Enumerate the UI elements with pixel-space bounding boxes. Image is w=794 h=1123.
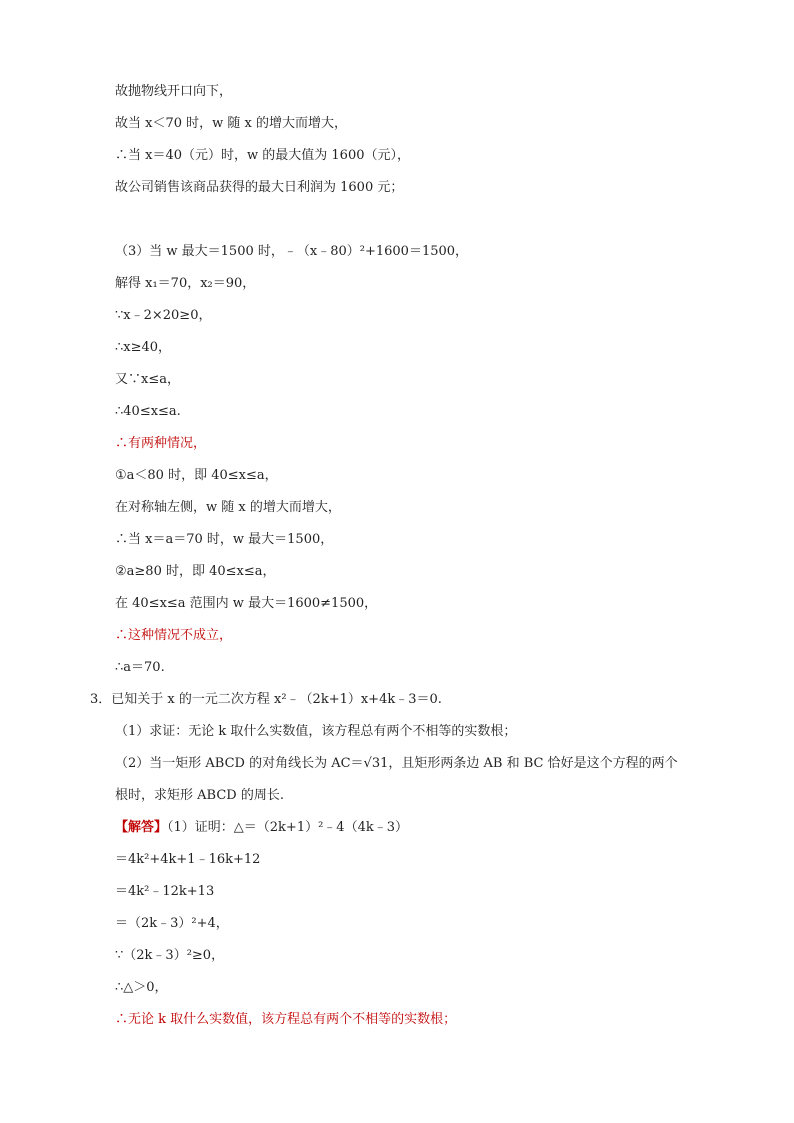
text-line-content: ∴a＝70. xyxy=(115,660,165,675)
text-line xyxy=(115,436,206,452)
text-line-content: 在 40≤x≤a 范围内 w 最大＝1600≠1500， xyxy=(115,596,378,611)
text-line xyxy=(115,756,678,772)
text-line-content: ∵x﹣2×20≥0， xyxy=(115,308,212,323)
text-line xyxy=(115,180,403,196)
text-line-content: ①a＜80 时，即 40≤x≤a， xyxy=(115,468,278,483)
text-line-content: ∴当 x＝a＝70 时，w 最大＝1500， xyxy=(115,532,334,547)
text-line-content: ∴当 x＝40（元）时，w 的最大值为 1600（元）， xyxy=(115,148,410,163)
text-line xyxy=(90,692,442,708)
text-line xyxy=(115,564,276,580)
text-line xyxy=(115,404,181,420)
solution-label: 【解答】 xyxy=(115,820,168,835)
text-line xyxy=(115,276,255,292)
text-line xyxy=(115,500,341,516)
text-line-content: 在对称轴左侧，w 随 x 的增大而增大， xyxy=(115,500,341,515)
text-line xyxy=(115,116,347,132)
text-line-content: 根时，求矩形 ABCD 的周长. xyxy=(115,788,284,803)
text-line xyxy=(115,788,284,804)
text-line-content: ②a≥80 时，即 40≤x≤a， xyxy=(115,564,276,579)
text-line xyxy=(115,1012,456,1028)
text-line-content: ∴x≥40， xyxy=(115,340,172,355)
text-line xyxy=(115,468,278,484)
text-line-content: （2）当一矩形 ABCD 的对角线长为 AC＝√31，且矩形两条边 AB 和 BC 恰好是这个方程的两个 xyxy=(115,756,678,771)
text-line xyxy=(115,532,333,548)
text-line-content: ＝（2k﹣3）²+4， xyxy=(115,916,229,931)
text-line-content: ∴△＞0， xyxy=(115,980,168,995)
text-line xyxy=(115,244,468,260)
text-line xyxy=(115,724,516,740)
text-line-content: ＝4k²+4k+1﹣16k+12 xyxy=(115,852,261,867)
text-line-content: （1）求证：无论 k 取什么实数值，该方程总有两个不相等的实数根； xyxy=(115,724,517,739)
text-line xyxy=(115,340,171,356)
text-line-content: 解得 x₁＝70，x₂＝90， xyxy=(115,276,256,291)
text-line-content: ∵（2k﹣3）²≥0， xyxy=(115,948,225,963)
text-line xyxy=(115,660,165,676)
text-line-content: ∴40≤x≤a. xyxy=(115,404,181,419)
text-line xyxy=(115,916,229,932)
text-line-content: （1）证明：△＝（2k+1）²﹣4（4k﹣3） xyxy=(167,820,408,835)
text-line xyxy=(115,948,224,964)
text-line-content: 又∵x≤a， xyxy=(115,372,180,387)
text-line-content: ∴无论 k 取什么实数值，该方程总有两个不相等的实数根； xyxy=(115,1012,457,1027)
text-line xyxy=(115,852,260,868)
text-line xyxy=(115,596,377,612)
text-line xyxy=(115,84,232,100)
text-line xyxy=(115,372,180,388)
text-line-content: 故当 x＜70 时，w 随 x 的增大而增大， xyxy=(115,116,347,131)
text-line-content: （3）当 w 最大＝1500 时，﹣（x﹣80）²+1600＝1500， xyxy=(115,244,469,259)
text-line xyxy=(115,148,410,164)
text-line xyxy=(115,628,232,644)
text-line xyxy=(115,308,211,324)
text-line-content: ＝4k²﹣12k+13 xyxy=(115,884,215,899)
text-line xyxy=(115,820,408,836)
text-line-content: ∴有两种情况， xyxy=(115,436,207,451)
text-line-content: 故抛物线开口向下， xyxy=(115,84,233,99)
text-line xyxy=(115,884,214,900)
text-line-content: 故公司销售该商品获得的最大日利润为 1600 元； xyxy=(115,180,404,195)
text-line xyxy=(115,980,168,996)
text-line-content: ∴这种情况不成立， xyxy=(115,628,233,643)
text-line-content: 3．已知关于 x 的一元二次方程 x²﹣（2k+1）x+4k﹣3＝0. xyxy=(90,692,442,707)
